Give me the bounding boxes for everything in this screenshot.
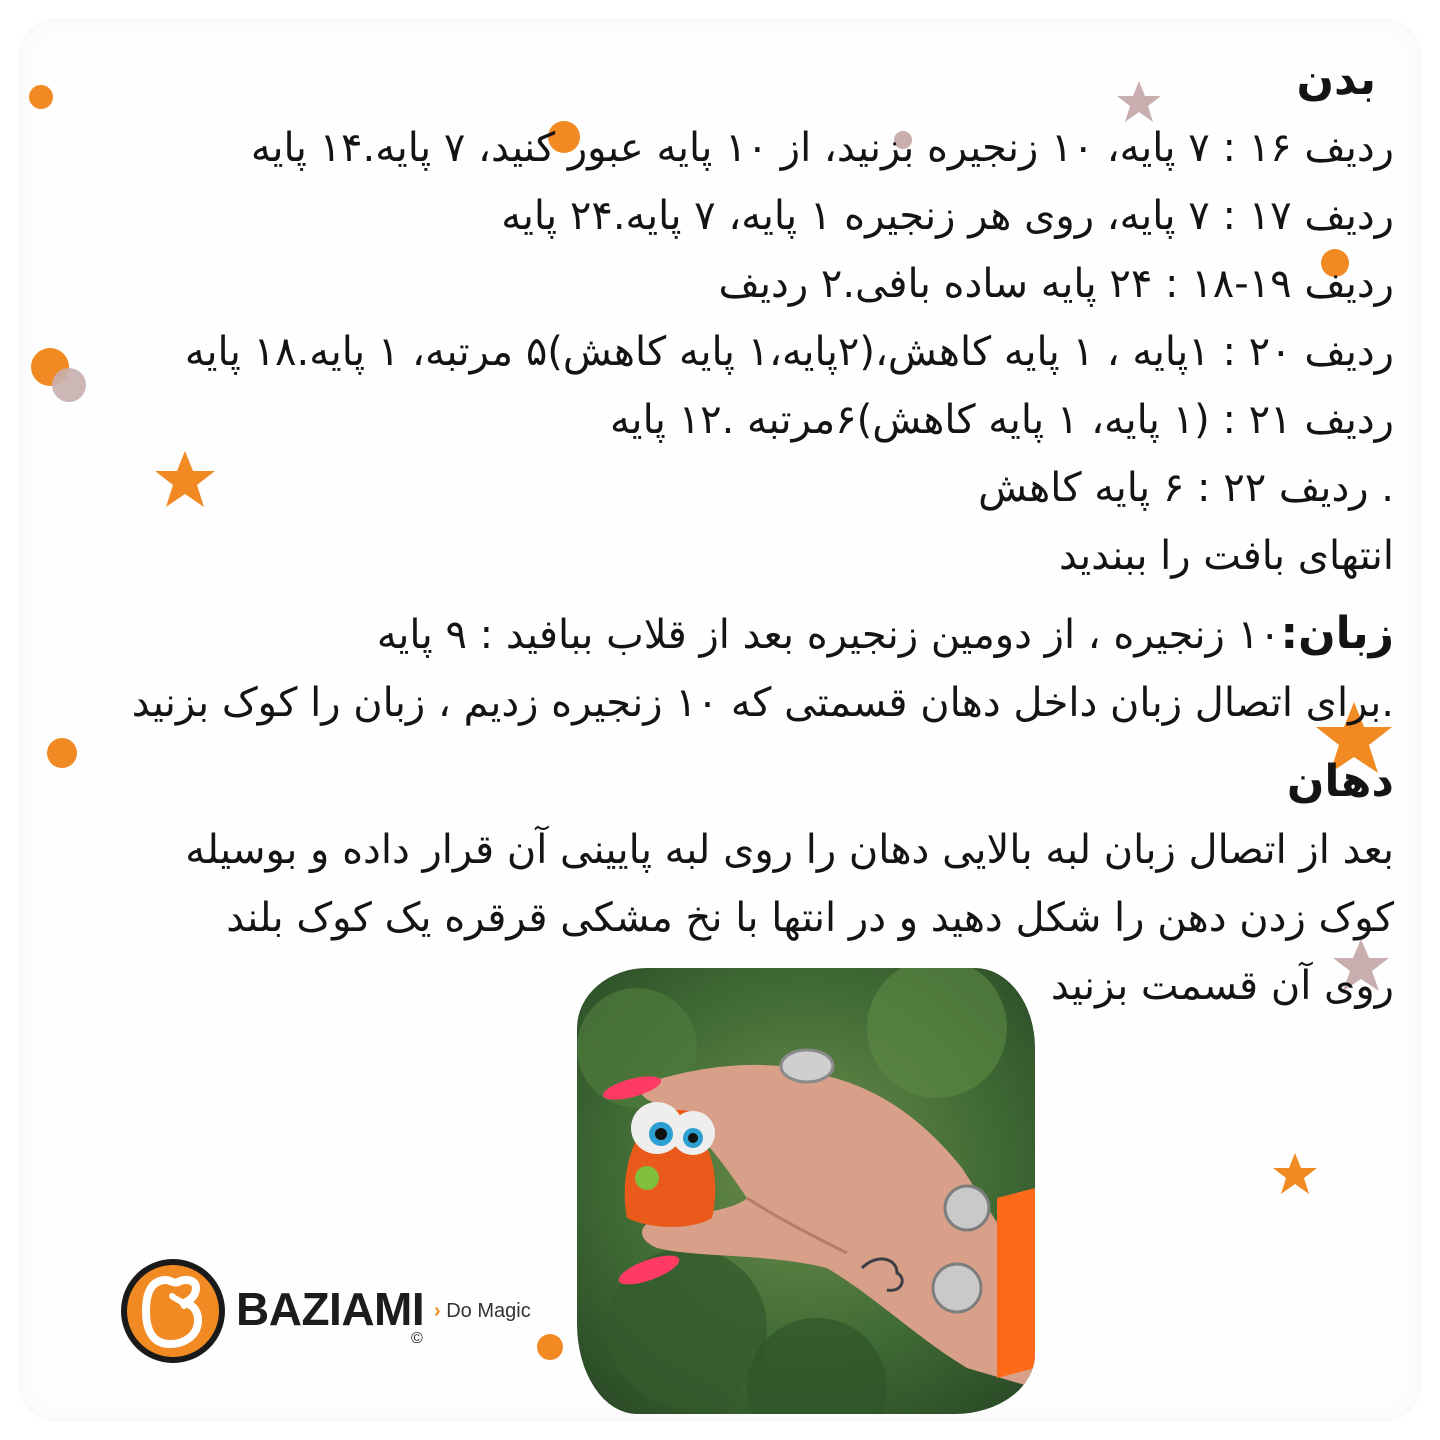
pattern-row: ردیف ۲۰ : ۱پایه ، ۱ پایه کاهش،(۲پایه،۱ پایه کاهش)۵ مرتبه، ۱ پایه.۱۸ پایه	[184, 329, 1394, 375]
decor-dot	[47, 738, 77, 768]
pattern-row: انتهای بافت را ببندید	[1059, 533, 1394, 579]
mouth-instruction: کوک زدن دهن را شکل دهید و در انتها با نخ مشکی قرقره یک کوک بلند	[226, 895, 1394, 941]
tongue-instruction: .برای اتصال زبان داخل دهان قسمتی که ۱۰ زنجیره زدیم ، زبان را کوک بزنید	[131, 680, 1394, 726]
tagline-arrow-icon: ›	[434, 1300, 441, 1322]
brand-name: BAZIAMI	[236, 1283, 425, 1335]
baziami-logo-icon	[118, 1256, 228, 1366]
tongue-line	[132, 600, 1394, 669]
decor-dot	[29, 85, 53, 109]
pattern-row: ردیف ۱۷ : ۷ پایه، روی هر زنجیره ۱ پایه، ۷ پایه.۲۴ پایه	[501, 193, 1394, 239]
mouth-instruction: روی آن قسمت بزنید	[1050, 963, 1394, 1009]
brand-tagline-text: Do Magic	[446, 1300, 531, 1322]
pattern-row: ردیف ۲۱ : (۱ پایه، ۱ پایه کاهش)۶مرتبه .۱۲ پایه	[609, 397, 1394, 443]
pattern-row: ردیف ۱۶ : ۷ پایه، ۱۰ زنجیره بزنید، از ۱۰ پایه عبور کنید، ۷ پایه.۱۴ پایه	[250, 125, 1394, 171]
tongue-section	[132, 600, 1394, 737]
section-heading: بدن	[1296, 54, 1376, 105]
decor-dot	[537, 1334, 563, 1360]
mouth-instruction: بعد از اتصال زبان لبه بالایی دهان را روی لبه پایینی آن قرار داده و بوسیله	[185, 827, 1394, 873]
decor-dot	[52, 368, 86, 402]
hand-holding-crochet-toy-photo	[577, 968, 1035, 1414]
tongue-instruction: ۱۰ زنجیره ، از دومین زنجیره بعد از قلاب ببافید : ۹ پایه	[376, 612, 1281, 658]
section-heading: زبان:	[1280, 608, 1394, 659]
star-icon	[1270, 1150, 1320, 1196]
brand-tagline	[434, 1300, 531, 1323]
copyright-mark: ©	[411, 1330, 423, 1347]
section-heading: دهان	[1286, 756, 1394, 807]
pattern-row: ردیف ۱۹-۱۸ : ۲۴ پایه ساده بافی.۲ ردیف	[718, 261, 1394, 307]
pattern-row: . ردیف ۲۲ : ۶ پایه کاهش	[978, 465, 1394, 511]
body-section	[185, 46, 1394, 590]
